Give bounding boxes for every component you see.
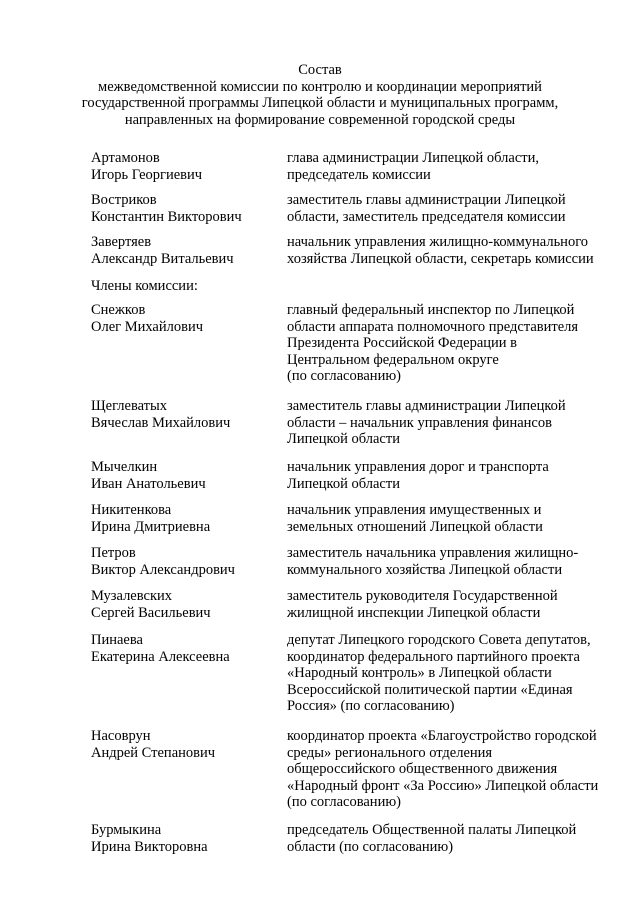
role-line: главный федеральный инспектор по Липецкой xyxy=(287,302,575,318)
surname: Петров xyxy=(91,545,136,561)
given-names: Ирина Дмитриевна xyxy=(91,518,211,535)
member-role xyxy=(287,234,627,267)
given-names: Вячеслав Михайлович xyxy=(91,414,231,431)
surname: Мычелкин xyxy=(91,459,158,475)
member-name xyxy=(91,234,281,267)
role-line: председатель Общественной палаты Липецкой xyxy=(287,822,577,838)
role-line: депутат Липецкого городского Совета депутатов, xyxy=(287,632,591,648)
role-line: (по согласованию) xyxy=(287,794,401,810)
member-name xyxy=(91,822,281,855)
member-name xyxy=(91,302,281,335)
surname: Завертяев xyxy=(91,234,152,250)
title-line: государственной программы Липецкой области и муниципальных программ, xyxy=(81,95,559,111)
given-names: Константин Викторович xyxy=(91,208,242,225)
role-line: заместитель начальника управления жилищно- xyxy=(287,545,579,561)
member-name xyxy=(91,545,281,578)
member-role xyxy=(287,632,627,715)
surname: Никитенкова xyxy=(91,502,172,518)
role-line: хозяйства Липецкой области, секретарь комиссии xyxy=(287,250,594,267)
role-line: Всероссийской политической партии «Единая xyxy=(287,681,573,698)
member-name xyxy=(91,632,281,665)
role-line: области (по согласованию) xyxy=(287,838,454,855)
role-line: заместитель главы администрации Липецкой xyxy=(287,192,566,208)
member-role xyxy=(287,728,627,811)
role-line: (по согласованию) xyxy=(287,368,401,384)
member-name xyxy=(91,150,281,183)
title-line: направленных на формирование современной городской среды xyxy=(124,111,516,128)
role-line: начальник управления дорог и транспорта xyxy=(287,459,549,475)
role-line: глава администрации Липецкой области, xyxy=(287,150,539,166)
role-line: координатор проекта «Благоустройство городской xyxy=(287,728,597,744)
given-names: Сергей Васильевич xyxy=(91,604,211,621)
given-names: Ирина Викторовна xyxy=(91,838,208,855)
role-line: Россия» (по согласованию) xyxy=(287,698,455,714)
role-line: координатор федерального партийного проекта xyxy=(287,648,580,665)
member-role xyxy=(287,588,627,621)
surname: Пинаева xyxy=(91,632,143,648)
member-role xyxy=(287,192,627,225)
member-name xyxy=(91,398,281,431)
role-line: Президента Российской Федерации в xyxy=(287,335,518,351)
given-names: Олег Михайлович xyxy=(91,318,204,335)
member-name xyxy=(91,588,281,621)
given-names: Екатерина Алексеевна xyxy=(91,648,230,665)
surname: Музалевских xyxy=(91,588,172,604)
given-names: Игорь Георгиевич xyxy=(91,166,203,183)
role-line: области, заместитель председателя комиссии xyxy=(287,208,566,225)
role-line: среды» регионального отделения xyxy=(287,744,493,761)
role-line: Липецкой области xyxy=(287,475,400,492)
role-line: земельных отношений Липецкой области xyxy=(287,518,543,535)
member-role xyxy=(287,545,627,578)
member-role xyxy=(287,150,627,183)
role-line: начальник управления имущественных и xyxy=(287,502,542,518)
title-line: межведомственной комиссии по контролю и координации мероприятий xyxy=(98,78,542,95)
member-role xyxy=(287,302,627,385)
surname: Насоврун xyxy=(91,728,151,744)
surname: Артамонов xyxy=(91,150,160,166)
member-role xyxy=(287,459,627,492)
role-line: «Народный фронт «За Россию» Липецкой области xyxy=(287,777,599,794)
document-title xyxy=(60,62,580,128)
role-line: области аппарата полномочного представителя xyxy=(287,318,579,335)
member-role xyxy=(287,502,627,535)
title-line: Состав xyxy=(298,62,342,78)
role-line: Липецкой области xyxy=(287,431,400,447)
role-line: коммунального хозяйства Липецкой области xyxy=(287,561,563,578)
role-line: председатель комиссии xyxy=(287,166,431,183)
given-names: Виктор Александрович xyxy=(91,561,235,578)
role-line: жилищной инспекции Липецкой области xyxy=(287,604,541,621)
surname: Бурмыкина xyxy=(91,822,162,838)
role-line: «Народный контроль» в Липецкой области xyxy=(287,665,552,681)
member-name xyxy=(91,459,281,492)
member-name xyxy=(91,192,281,225)
role-line: области – начальник управления финансов xyxy=(287,414,552,431)
member-role xyxy=(287,822,627,855)
surname: Снежков xyxy=(91,302,146,318)
surname: Щеглеватых xyxy=(91,398,167,414)
given-names: Иван Анатольевич xyxy=(91,475,206,492)
role-line: начальник управления жилищно-коммунального xyxy=(287,234,589,250)
given-names: Андрей Степанович xyxy=(91,744,216,761)
members-heading: Члены комиссии: xyxy=(91,278,198,294)
role-line: Центральном федеральном округе xyxy=(287,351,499,368)
role-line: заместитель руководителя Государственной xyxy=(287,588,558,604)
surname: Востриков xyxy=(91,192,157,208)
role-line: общероссийского общественного движения xyxy=(287,761,558,777)
member-role xyxy=(287,398,627,448)
given-names: Александр Витальевич xyxy=(91,250,234,267)
member-name xyxy=(91,728,281,761)
member-name xyxy=(91,502,281,535)
role-line: заместитель главы администрации Липецкой xyxy=(287,398,566,414)
